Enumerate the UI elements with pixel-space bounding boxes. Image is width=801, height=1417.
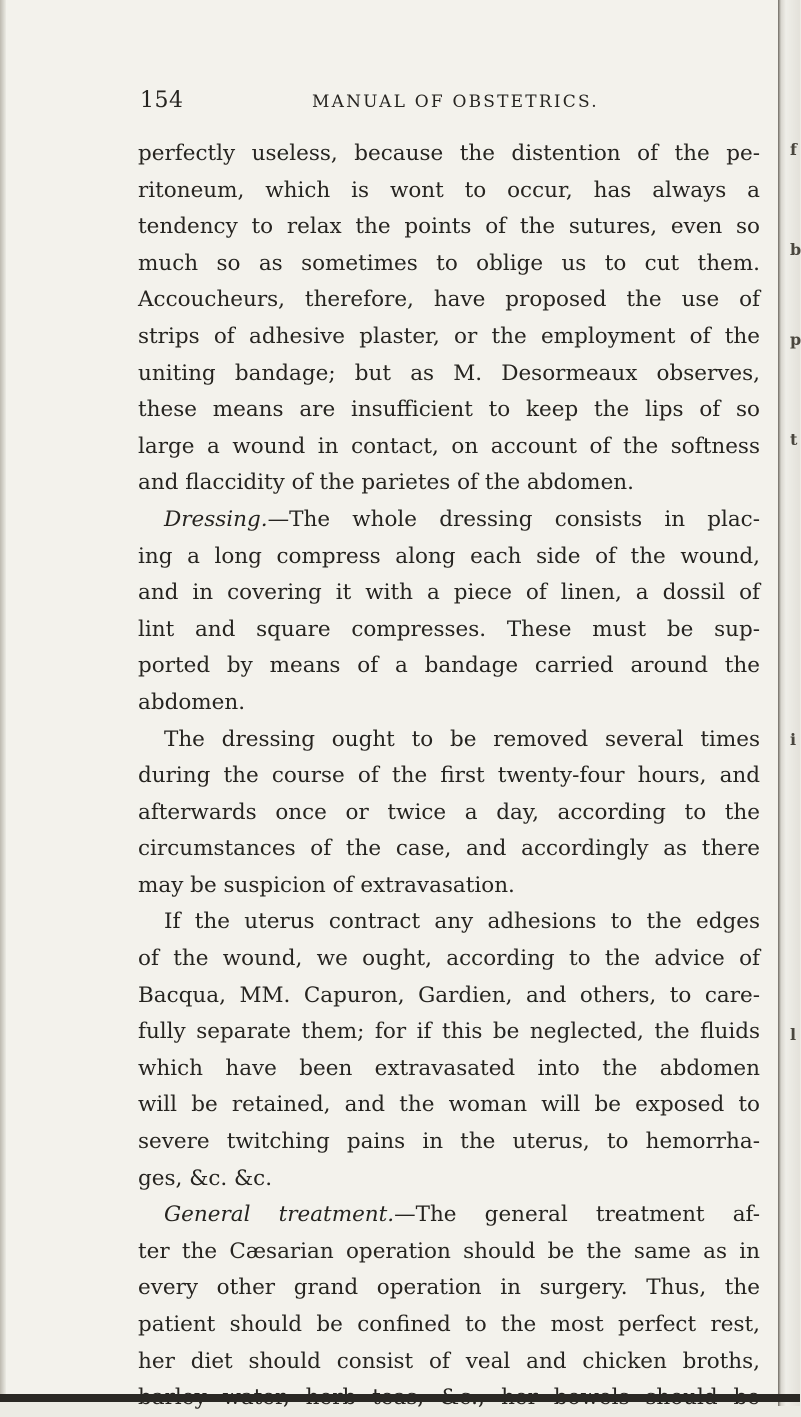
text-line: Accoucheurs, therefore, have proposed the use of [138, 287, 760, 313]
text-line: uniting bandage; but as M. Desormeaux observes, [138, 360, 760, 386]
running-head [0, 88, 778, 122]
text-line: Bacqua, MM. Capuron, Gardien, and others, to care- [138, 982, 760, 1008]
text-line: may be suspicion of extravasation. [138, 872, 515, 898]
text-line: large a wound in contact, on account of the softness [138, 433, 760, 459]
text-line: these means are insufficient to keep the lips of so [138, 397, 760, 423]
body-text [138, 136, 760, 1417]
text-line: ges, &c. &c. [138, 1165, 273, 1191]
section-heading-dressing: Dressing. [164, 506, 268, 532]
binding-gutter [778, 0, 800, 1406]
text-line: ritoneum, which is wont to occur, has always a [138, 177, 760, 203]
facing-page-fragment: i [790, 730, 797, 749]
text-line: perfectly useless, because the distention of the pe- [138, 141, 760, 166]
facing-page-fragment: b [790, 240, 801, 259]
text-line: ter the Cæsarian operation should be the same as in [138, 1238, 760, 1264]
text-line: The dressing ought to be removed several times [164, 726, 760, 752]
text-line: her diet should consist of veal and chicken broths, [138, 1348, 760, 1374]
text-line: severe twitching pains in the uterus, to hemorrha- [138, 1129, 760, 1155]
text-run: —The whole dressing consists in plac- [267, 506, 760, 532]
text-line: during the course of the first twenty-four hours, and [138, 763, 760, 789]
text-line: ported by means of a bandage carried around the [138, 653, 760, 679]
text-line: afterwards once or twice a day, according to the [138, 799, 760, 825]
facing-page-fragment: p [790, 330, 801, 349]
text-line: ing a long compress along each side of the wound, [138, 543, 760, 569]
text-line: abdomen. [138, 689, 246, 715]
text-line: circumstances of the case, and accordingly as there [138, 836, 760, 862]
text-line: tendency to relax the points of the sutures, even so [138, 214, 760, 240]
text-line: every other grand operation in surgery. Thus, the [138, 1275, 760, 1301]
facing-page-fragment: l [790, 1025, 797, 1044]
text-run: —The general treatment af- [394, 1202, 760, 1228]
text-line [138, 1197, 760, 1234]
text-line: which have been extravasated into the abdomen [138, 1055, 760, 1081]
page-number: 154 [140, 88, 184, 113]
text-line: will be retained, and the woman will be exposed to [138, 1092, 760, 1118]
text-line: and in covering it with a piece of linen, a dossil of [138, 580, 760, 606]
facing-page-fragment: t [790, 430, 798, 449]
bottom-edge-shadow [0, 1394, 800, 1402]
facing-page-fragment: f [790, 140, 797, 159]
text-line: much so as sometimes to oblige us to cut them. [138, 250, 760, 276]
text-line: and flaccidity of the parietes of the abdomen. [138, 470, 634, 496]
text-line [138, 502, 760, 539]
text-line: strips of adhesive plaster, or the employment of the [138, 323, 760, 349]
text-line: of the wound, we ought, according to the advice of [138, 946, 760, 972]
text-line: patient should be confined to the most perfect rest, [138, 1312, 760, 1337]
text-line: If the uterus contract any adhesions to the edges [164, 909, 760, 935]
text-line: lint and square compresses. These must be sup- [138, 616, 760, 642]
running-title: MANUAL OF OBSTETRICS. [312, 92, 599, 112]
page-left-edge [0, 0, 6, 1400]
section-heading-general-treatment: General treatment. [164, 1202, 395, 1228]
text-line: fully separate them; for if this be neglected, the fluids [138, 1019, 760, 1045]
